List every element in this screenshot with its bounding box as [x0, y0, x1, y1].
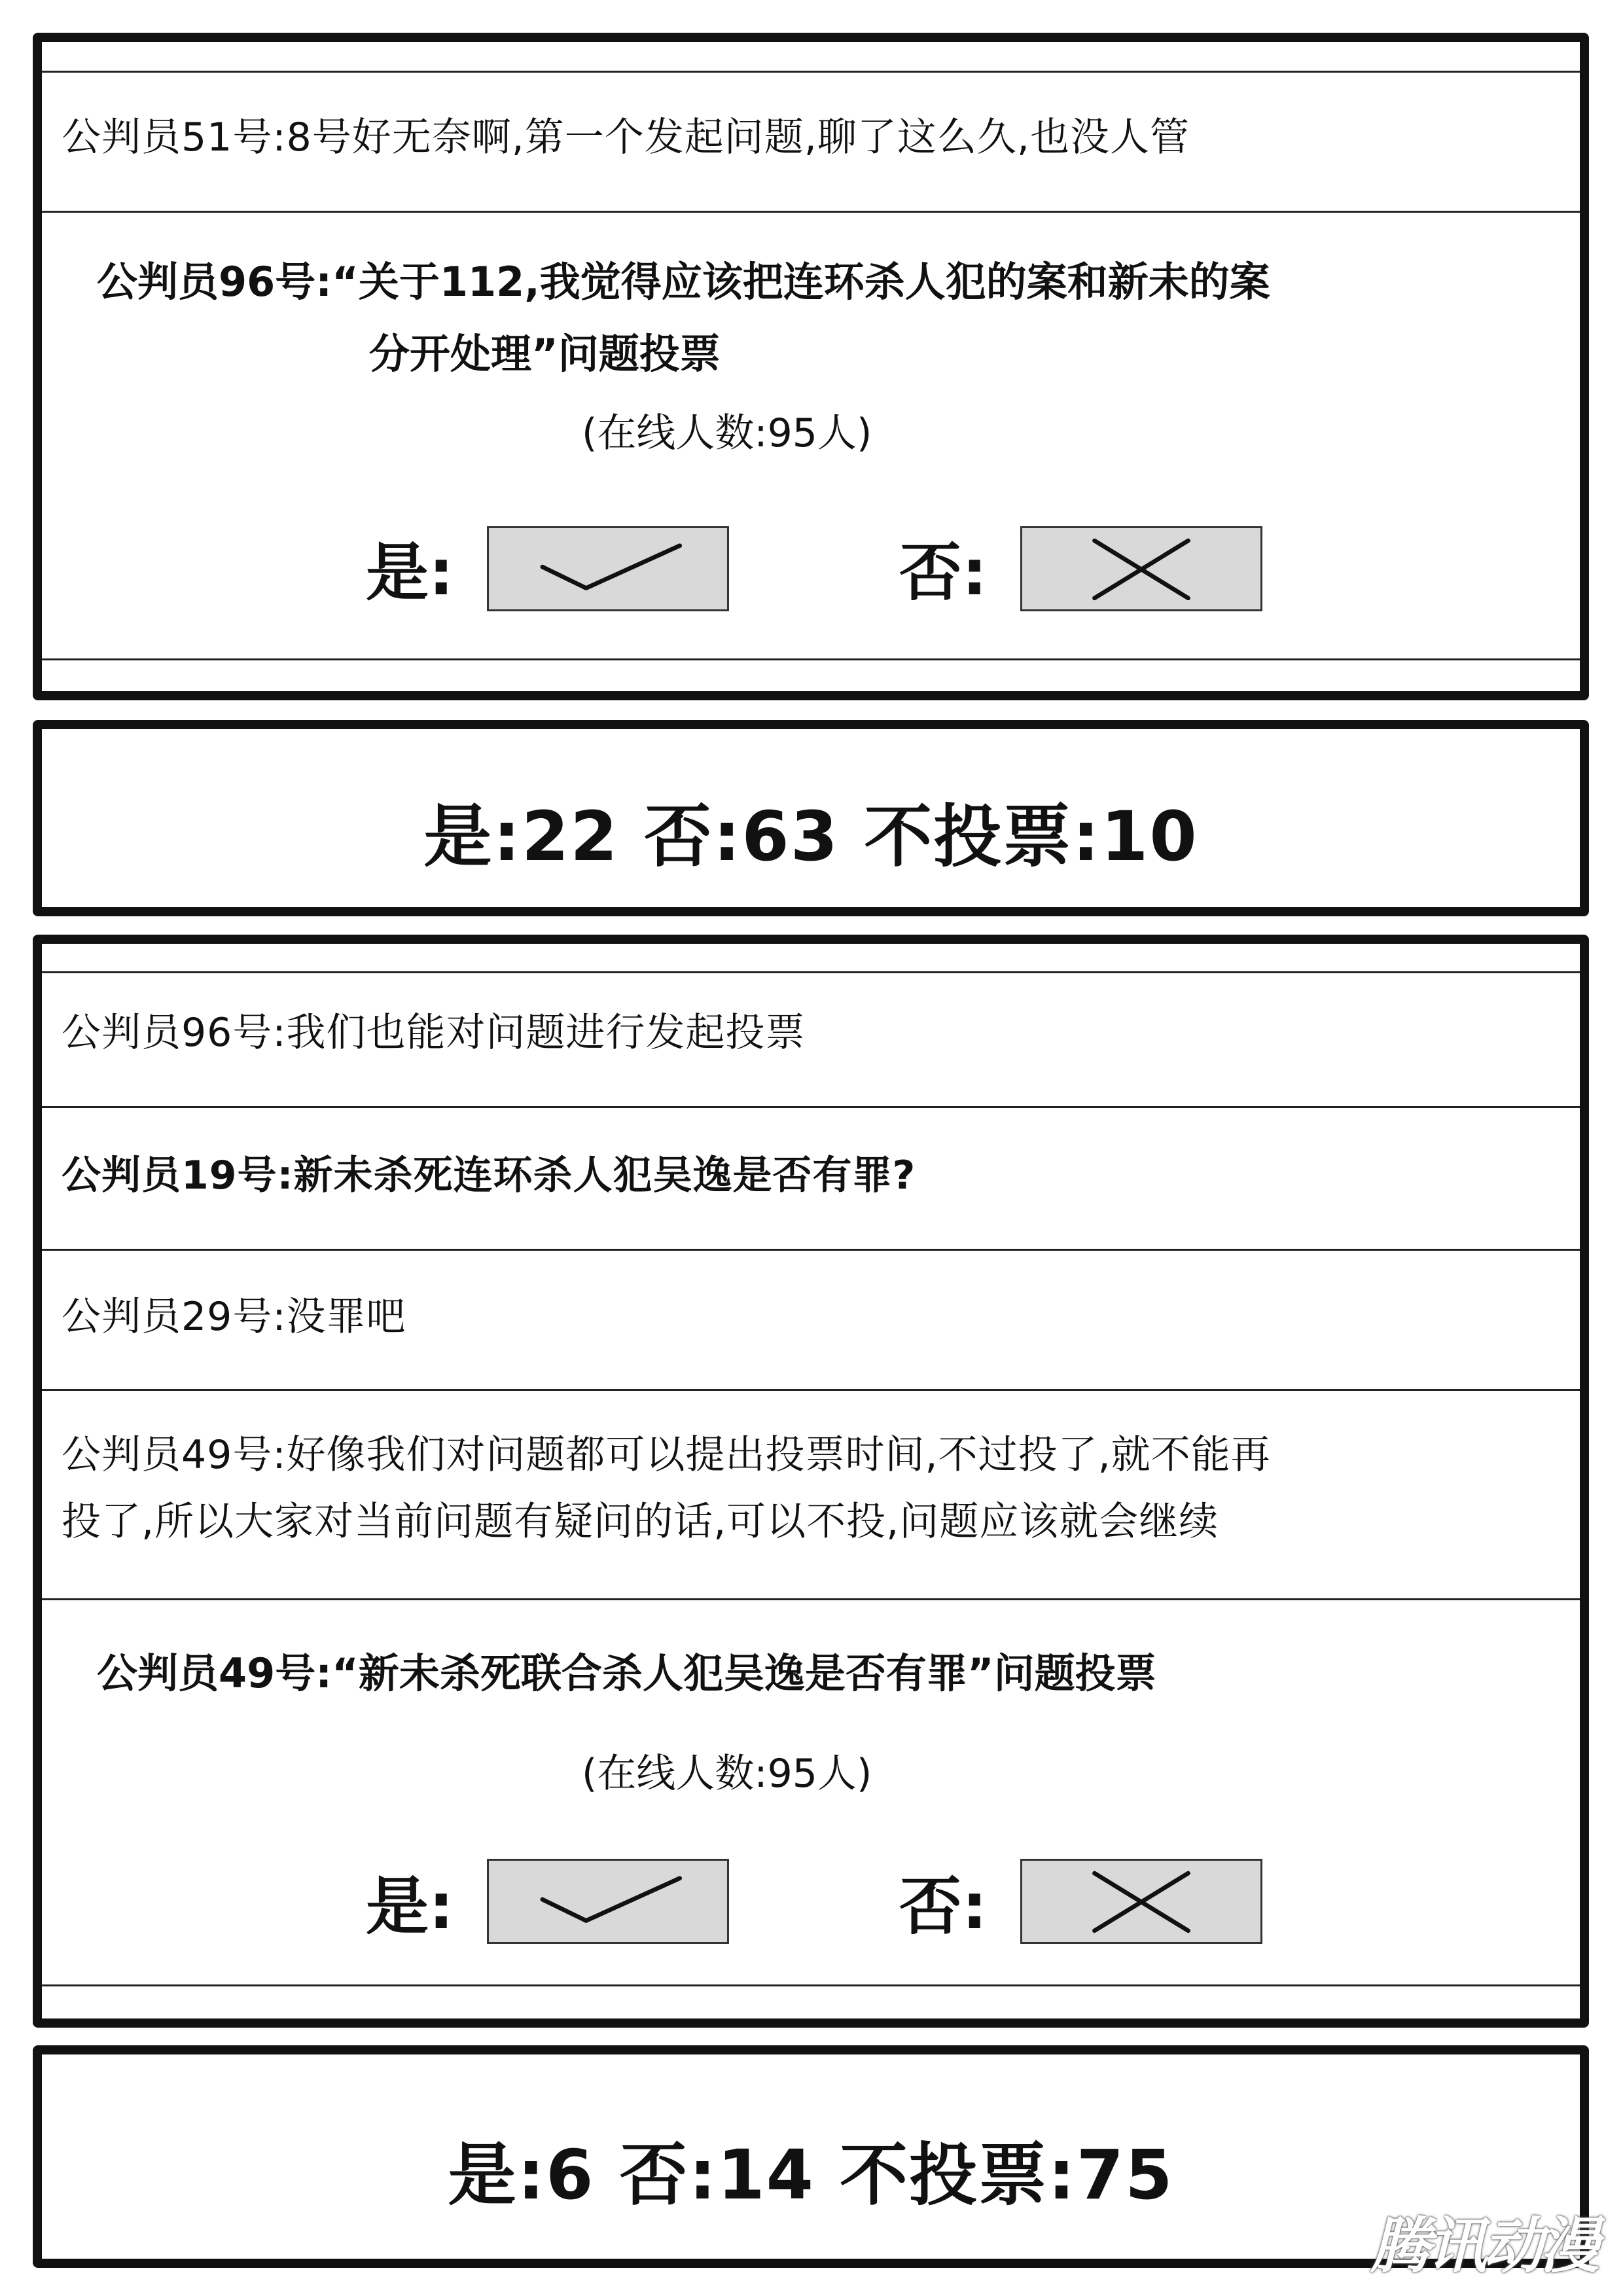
- chat-message-cont: 投了,所以大家对当前问题有疑问的话,可以不投,问题应该就会继续: [62, 1499, 1219, 1545]
- divider: [42, 71, 1580, 73]
- chat-text: 8号好无奈啊,第一个发起问题,聊了这么久,也没人管: [286, 115, 1190, 160]
- result-panel-2: [33, 2045, 1589, 2268]
- cross-icon: [1022, 528, 1260, 609]
- poll-title: 公判员49号:“新未杀死联合杀人犯吴逸是否有罪”问题投票: [97, 1649, 1156, 1697]
- online-count: (在线人数:95人): [582, 1751, 872, 1797]
- divider: [42, 658, 1580, 660]
- divider: [42, 1106, 1580, 1108]
- divider: [42, 971, 1580, 973]
- vote-yes-button[interactable]: [487, 1859, 729, 1944]
- chat-speaker: 公判员51号:: [62, 115, 287, 160]
- no-label: 否:: [899, 1870, 988, 1943]
- result-panel-1: [33, 720, 1589, 916]
- divider: [42, 1984, 1580, 1986]
- vote-no-button[interactable]: [1020, 526, 1262, 611]
- divider: [42, 1249, 1580, 1251]
- chat-panel-2: [33, 935, 1589, 2028]
- vote-no-button[interactable]: [1020, 1859, 1262, 1944]
- checkmark-icon: [489, 1861, 727, 1942]
- chat-message: 公判员49号:好像我们对问题都可以提出投票时间,不过投了,就不能再: [62, 1432, 1271, 1478]
- chat-message: 公判员19号:新未杀死连环杀人犯吴逸是否有罪?: [62, 1153, 916, 1198]
- chat-panel-1: [33, 33, 1589, 700]
- watermark-logo: 腾讯动漫: [1370, 2211, 1596, 2281]
- divider: [42, 211, 1580, 213]
- poll-title: 公判员96号:“关于112,我觉得应该把连环杀人犯的案和新未的案: [97, 258, 1270, 306]
- online-count: (在线人数:95人): [582, 410, 872, 456]
- checkmark-icon: [489, 528, 727, 609]
- cross-icon: [1022, 1861, 1260, 1942]
- chat-message: 公判员96号:我们也能对问题进行发起投票: [62, 1010, 806, 1056]
- divider: [42, 1389, 1580, 1391]
- poll-title-cont: 分开处理”问题投票: [369, 330, 721, 378]
- divider: [42, 1598, 1580, 1600]
- vote-yes-button[interactable]: [487, 526, 729, 611]
- chat-message: [62, 107, 1190, 168]
- yes-label: 是:: [366, 536, 454, 609]
- no-label: 否:: [899, 536, 988, 609]
- yes-label: 是:: [366, 1870, 454, 1943]
- vote-result: 是:6 否:14 不投票:75: [448, 2135, 1174, 2215]
- vote-result: 是:22 否:63 不投票:10: [423, 797, 1198, 876]
- chat-message: 公判员29号:没罪吧: [62, 1294, 406, 1340]
